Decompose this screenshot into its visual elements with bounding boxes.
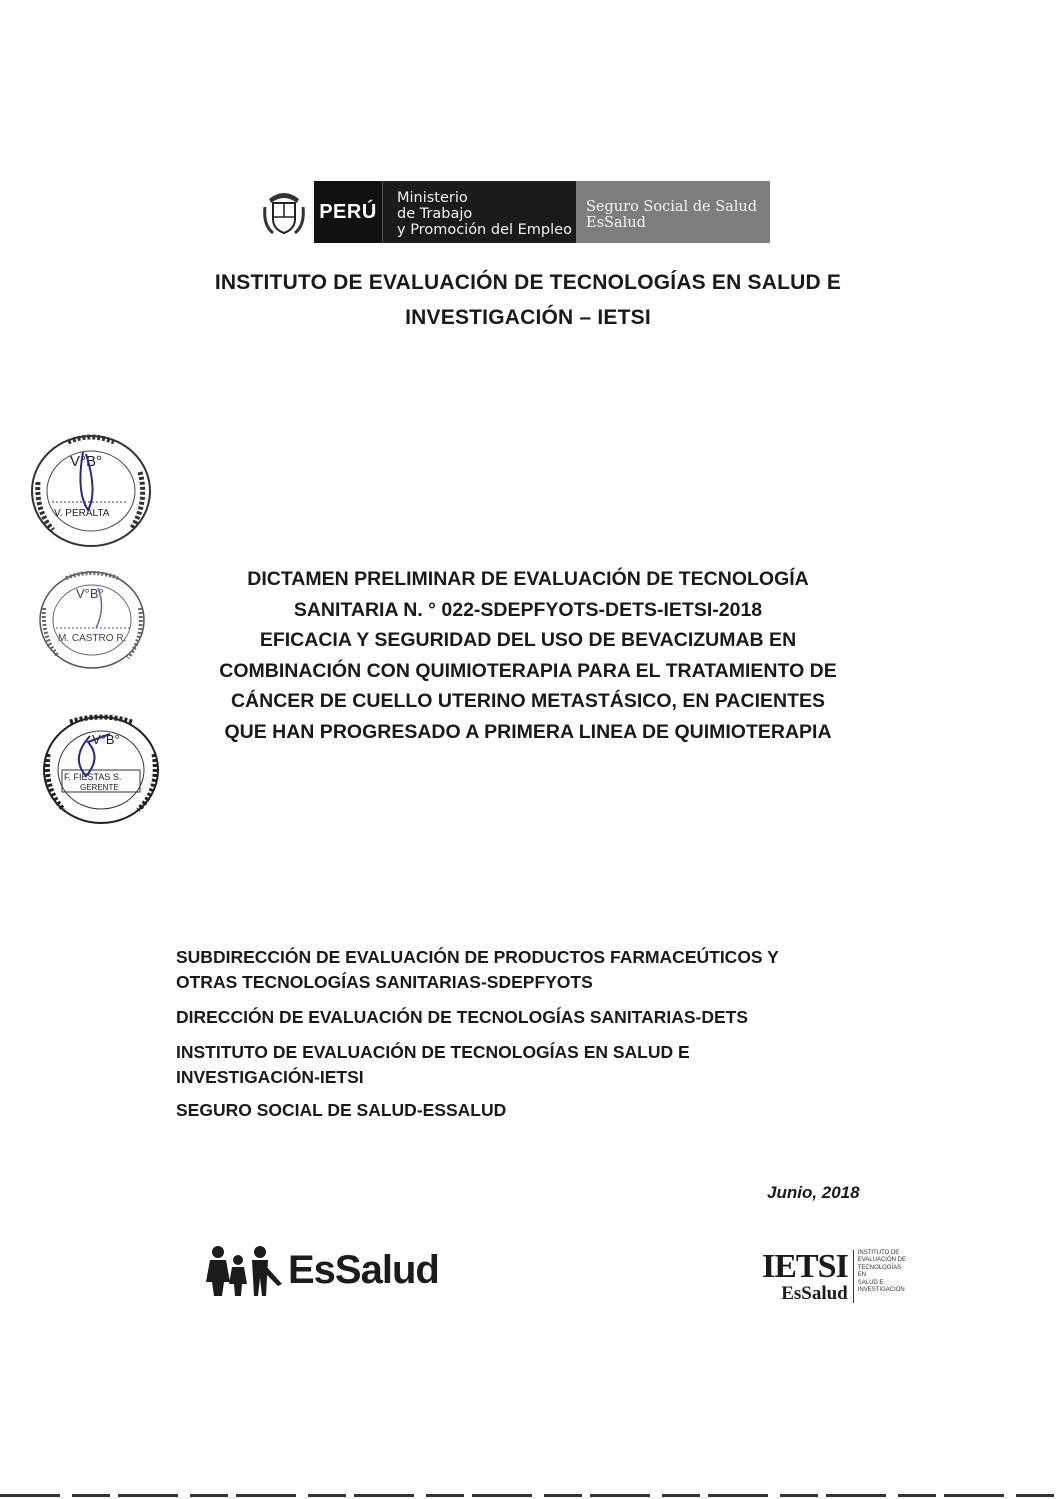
institute-title-line1: INSTITUTO DE EVALUACIÓN DE TECNOLOGÍAS EN SALUD E [214, 271, 842, 294]
org-instituto-line1: INSTITUTO DE EVALUACIÓN DE TECNOLOGÍAS EN SALUD E [176, 1042, 690, 1062]
document-date: Junio, 2018 [767, 1183, 860, 1202]
stamp-name: V. PERALTA [54, 508, 110, 519]
stamp-vb-label: V°B° [76, 586, 104, 601]
approval-stamp-fiestas [40, 714, 162, 826]
stamp-vb-label: V°B° [92, 732, 120, 747]
org-subdireccion-line2: OTRAS TECNOLOGÍAS SANITARIAS-SDEPFYOTS [176, 972, 593, 992]
family-icon [206, 1242, 284, 1298]
org-instituto-line2: INVESTIGACIÓN-IETSI [176, 1067, 364, 1087]
dictamen-title: DICTAMEN PRELIMINAR DE EVALUACIÓN DE TECNOLOGÍA SANITARIA N. ° 022-SDEPFYOTS-DETS-IETSI-2018 EFICACIA Y SEGURIDAD DEL USO DE BEVACIZUMAB EN COMBINACIÓN CON QUIMIOTERAPIA PARA EL TRATAMIENTO DE CÁNCER DE CUELLO UTERINO METASTÁSICO, EN PACIENTES QUE HAN PROGRESADO A PRIMERA LINEA DE QUIMIOTERAPIA [219, 568, 837, 743]
scan-edge-artifact [0, 1494, 1056, 1497]
peru-label: PERÚ [314, 181, 382, 243]
stamp-role: GERENTE [80, 783, 119, 792]
agency-name: Seguro Social de Salud EsSalud [576, 181, 770, 243]
org-subdireccion-line1: SUBDIRECCIÓN DE EVALUACIÓN DE PRODUCTOS FARMACEÚTICOS Y [176, 947, 779, 967]
approval-stamp-peralta [28, 432, 154, 550]
org-direccion: DIRECCIÓN DE EVALUACIÓN DE TECNOLOGÍAS SANITARIAS-DETS [176, 1007, 749, 1027]
government-banner [254, 181, 770, 243]
ministry-name: Ministerio de Trabajo y Promoción del Empleo [382, 181, 576, 243]
coat-of-arms-icon [254, 181, 314, 243]
stamp-name: F. FIESTAS S. [64, 772, 122, 782]
approval-stamp-castro [36, 568, 148, 672]
institute-title-line2: INVESTIGACIÓN – IETSI [405, 306, 651, 329]
stamp-name: M. CASTRO R. [58, 633, 127, 644]
ietsi-logo-description: INSTITUTO DE EVALUACIÓN DE TECNOLOGÍAS EN SALUD E INVESTIGACIÓN [853, 1250, 910, 1303]
ietsi-logo: IETSI EsSalud INSTITUTO DE EVALUACIÓN DE TECNOLOGÍAS EN SALUD E INVESTIGACIÓN [762, 1250, 910, 1303]
org-seguro-social: SEGURO SOCIAL DE SALUD-ESSALUD [176, 1100, 507, 1120]
stamp-vb-label: V°B° [70, 453, 103, 470]
essalud-logo: EsSalud [206, 1242, 439, 1298]
